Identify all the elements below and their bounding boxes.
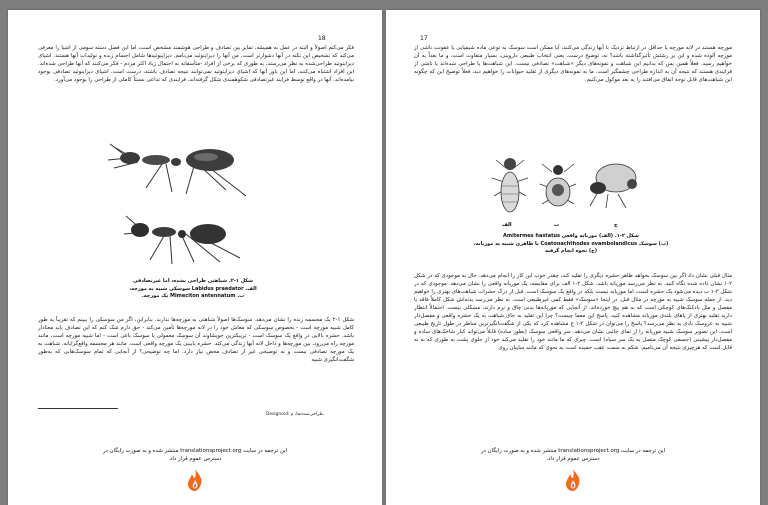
page-right (386, 10, 760, 505)
caption-line: (ب) سوسک Coatonachthodes ovambolandicus با ظاهری شبیه به موریانه، (473, 240, 669, 247)
caption-line: الف. Labidus praedator سوسکی شبیه به مورچه، (129, 285, 257, 292)
figure-label-c: ج (614, 222, 618, 228)
figure-label-a: الف (502, 222, 512, 228)
footer-note (386, 447, 760, 463)
caption-line: ب. Mimeciton antennatum یک مورچه. (141, 293, 245, 299)
flame-logo-icon (187, 469, 203, 491)
caption-line: (ج) نحوه انجام گرفته (544, 248, 598, 254)
footnote: Designoid: طراحی‌شده‌نما، م. (266, 412, 325, 417)
figure-caption (88, 278, 298, 301)
caption-line: شکل ۱-۲. شباهتی طراحی نشده، اما غیرتصادفی (133, 278, 253, 284)
footer-note (8, 447, 382, 463)
paragraph: مثال قبلی نشان داد اگر بین سوسک بخواهد ظاهر حشره دیگری را تقلید کند، چقدر خوب این کار را انجام می‌دهد. حال به موجودی که در شکل ۲-۱ نشان داده شده نگاه کنید. به نظر می‌رسد موریانه باشد. شکل ۲-۱ الف برای مقایسه، یک موریانه واقعی را نشان می‌دهد. موجودی که در شکل ۲-۱ ب دیده می‌شود یک حشره است، اما موریانه نیست بلکه در واقع یک سوسک است. قبل از درک حشرات شباهت‌های بهتری را خواهیم دید. از جمله سوسک شبیه به مورچه در مثال قبل. در اینجا «سوسک» فقط کمی غیرطبیعی است. به نظر می‌رسد بدنه‌اش شکل کاملاً فاقد با مفصل و مثل بادکنک‌های کوچکی است که به هم پیچ خورده‌اند. از آنجایی که موریانه‌ها بدنی چاق و نرم دارند، مشکلی نیست. احتمالاً انتظار دارید تقلید بهتری از پاهای بلندی موریانه مشاهده کنید. پاسخ این معما چیست؟ چرا این تقلید به جای شباهت به یک حشره واقعی و مفصل‌دار شبیه به عروسک بادی به نظر می‌رسد؟ پاسخ را می‌توان در شکل ۲-۱ ج مشاهده کرد که یکی از شگفت‌انگیزترین مناظر در طول تاریخ طبیعی است. این تصویر سوسک شبیه موریانه را از نمای جانبی نشان می‌دهد. سر واقعی سوسک (بطور ساده) قابلاً می‌تواند کنار شاخک‌های ساده و مفصل‌دار پیشینی (جسمی کوچک متصل به یک سر سیاه) است. چیزی که ما مانند خود را تقلید می‌کند خود از جلوی پشت به طوری که به نه قابل است که هرچیزی نتیجه آن می‌نامیم. شکم به سمت عقب خمیده است به نحوی که مانند سایبان روی (414, 273, 732, 351)
figure-ant-beetle (106, 138, 276, 202)
page-number: 17 (420, 35, 428, 42)
figure-label-b: ب (554, 222, 560, 228)
figure-termite-beetle (486, 148, 646, 220)
paragraph: مورچه هستند در لانه مورچه یا حداقل در ارتباط نزدیک با آنها زندگی می‌کنند، آیا ممکن است سوسک به نوعی ماده شیمیایی یا عفونت ناشی از مورچه آلوده شده و این بر رشتش تأثیرگذاشته باشد؟ نه، توضیح درست، یعنی انتخاب طبیعی داروینی، بسیار متفاوت است، و ما بعداً به آن خواهیم رسید. فعلاً همین بس که بدانیم این شباهت و نمونه‌های دیگر «شباهت» تصادفی نیست. این شباهت‌ها یا طراحی شده‌اند یا ناشی از فرایندی هستند که نتیجه آن به اندازه طراحی چشمگیر است. ما به نمونه‌های دیگری از تقلید حیوانات را خواهیم دید، فعلاً توضیح این که چگونه این شباهت‌های قابل توجه اتفاق می‌افتند را به بعد موکول می‌کنیم. (414, 45, 732, 83)
figure-caption (456, 233, 686, 256)
footnote-divider (38, 408, 118, 409)
paragraph: شکل ۱-۲ یک مجسمه زنده را نشان می‌دهد. سوسک‌ها اصولاً شباهتی به مورچه‌ها ندارند. بنابراین، اگر من سوسکی را ببینم که تقریباً به طور کامل شبیه مورچه است - بخصوص سوسکی که معاش خود را در لانه مورچه‌ها تأمین می‌کند - حق دارم شک کنم که این تصادف باید معنادار باشد. حشره بالایی در واقع یک سوسک است - تریبکترین خویشاوند آن سوسک معمولی یا سوسک باغی است - اما شبیه مورچه است، مانند مورچه راه می‌رود، بین مورچه‌ها و داخل لانه آنها زندگی می‌کند. حشره پایینی یک مورچه واقعی است. مانند هر مجسمه واقع‌گرایانه، شباهت به یک مورچه تصادفی نیست و به توضیحی غیر از تصادف محض نیاز دارد. اما چه توضیحی؟ از آنجایی که تمام سوسک‌هایی که به‌طور شگفت‌انگیزی شبیه (38, 317, 354, 363)
page-number: 18 (318, 35, 326, 42)
paragraph: فکر می‌کنم اصولاً و البته در عمل نه همیشه، تمایز بین تصادف و طراحی هوشمند مشخص است، اما این فصل دسته سومی از اشیا را معرفی می‌کند که تشخیص این نکته در آنها دشوارتر است. من آنها را دیزاینوئید می‌نامم. دیزاینوئیدها شامل اجسام زنده و تولیدات آنها هستند. اشیای دیزاینوئید طراحی‌شده به نظر می‌رسند، به طوری که برخی از افراد -متأسفانه به احتمال زیاد اکثر مردم - فکر می‌کنند که آنها طراحی شده‌اند. این افراد اشتباه می‌کنند، اما این باور آنها که اشیای دیزاینوئید نمی‌توانند نتیجه تصادف باشند، درست است. اشیای دیزاینوئید تصادفی بوجود نیامده‌اند. آنها در واقع توسط فرایند غیرتصادفی شکوهمندی شکل گرفته‌اند، فرایندی که تداعی نسبتاً کاملی از طراحی را بوجود می‌آورد. (38, 45, 354, 83)
figure-ant (120, 208, 260, 268)
flame-logo-icon (565, 469, 581, 491)
footer-line: دسترس عموم قرار داد. (546, 456, 600, 462)
footer-line: این ترجمه در سایت translationsproject.org منتشر شده و به صورت رایگان در (480, 448, 666, 454)
footer-line: دسترس عموم قرار داد. (168, 456, 222, 462)
caption-line: شکل ۲-۱. (الف) موریانه واقعی Amitermes hastatus (503, 233, 639, 239)
footer-line: این ترجمه در سایت translationsproject.org منتشر شده و به صورت رایگان در (102, 448, 288, 454)
page-left (8, 10, 382, 505)
